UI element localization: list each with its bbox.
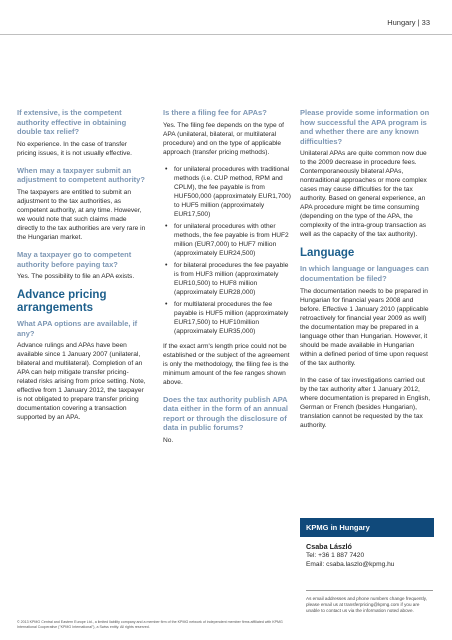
answer-before-paying-tax: Yes. The possibility to file an APA exists.: [17, 273, 135, 281]
list-item: • for multilateral procedures the fee payable is HUF5 million (approximately EUR17,500) to HUF10million (approximately EUR35,000): [174, 300, 293, 336]
list-item: • for bilateral procedures the fee payable is from HUF3 million (approximately EUR10,500) to HUF8 million (approximately EUR28,000): [174, 261, 293, 297]
column-3: [300, 108, 432, 438]
header-divider: [0, 34, 452, 35]
answer-apa-options: Advance rulings and APAs have been available since 1 January 2007 (unilateral, bilateral and multilateral). Completion of an APA can help mitigate transfer pricing-related risks arising from price setting. Note, effective from 1 January 2012, the taxpayer is not obligated to prepare transfer pricing documentation covering a transaction supported by an APA.: [17, 342, 146, 422]
contact-note: As email addresses and phone numbers change frequently, please email us at transferpricing@kpmg.com if you are unable to contact us via the information noted above.: [306, 596, 427, 613]
answer-publish-apa-data: No.: [163, 436, 174, 444]
question-before-paying-tax: May a taxpayer go to competent authority before paying tax?: [17, 249, 132, 269]
answer-documentation-language: The documentation needs to be prepared in Hungarian for financial years 2008 and before. Effective 1 January 2010 (applicable retroactively for financial year 2009 as well) the documentation may be prepared in a language other than Hungarian. However, it should be made available in Hungarian within a defined period of time upon request of the tax authority.: [300, 287, 429, 367]
answer-apa-program-success: Unilateral APAs are quite common now due to the 2009 decrease in procedure fees. Contemporaneously bilateral APAs, nontraditional approaches or more complex cases may cause difficulties for the tax authority. Based on general experience, an APA procedure might be time consuming (depending on the type of the APA, the complexity of the intra-group transaction as well as the capacity of the tax authority).: [300, 150, 427, 239]
column-1: [17, 108, 147, 430]
contact-email: Email: csaba.laszlo@kpmg.hu: [306, 561, 395, 568]
question-documentation-language: In which language or languages can documentation be filed?: [300, 264, 429, 283]
contact-phone: Tel: +36 1 887 7420: [306, 552, 365, 559]
list-item: • for unilateral procedures with traditional methods (i.e. CUP method, RPM and CPLM), the fee payable is from HUF500,000 (approximately EUR1,700) to HUF5 million (approximately EUR17,500): [174, 165, 293, 219]
question-filing-fee: Is there a filing fee for APAs?: [163, 108, 267, 117]
contact-title-bar: KPMG in Hungary: [300, 518, 434, 537]
question-apa-options: What APA options are available, if any?: [17, 319, 138, 338]
section-heading-language: Language: [300, 247, 355, 260]
fee-list: [163, 165, 293, 336]
contact-box: [300, 518, 434, 614]
footer-copyright: © 2013 KPMG Central and Eastern Europe Ltd., a limited liability company and a member firm of the KPMG network of independent member firms affiliated with KPMG International Cooperative ("KPMG International"), a Swiss entity. All rights reserved.: [17, 620, 283, 629]
list-item: • for unilateral procedures with other methods, the fee payable is from HUF2 million (EUR7,000) to HUF7 million (approximately EUR24,500): [174, 222, 293, 258]
answer-submit-adjustment: The taxpayers are entitled to submit an adjustment to the tax authorities, as competent authority, at any time. However, we would note that such claims made directly to the tax authorities are very rare in the Hungarian market.: [17, 188, 146, 241]
contact-name: Csaba László: [306, 542, 352, 551]
contact-details: [300, 537, 434, 574]
question-submit-adjustment: When may a taxpayer submit an adjustment to competent authority?: [17, 165, 145, 185]
answer-competent-authority-effective: No experience. In the case of transfer pricing issues, it is not usually effective.: [17, 140, 132, 157]
question-competent-authority-effective: If extensive, is the competent authority effective in obtaining double tax relief?: [17, 108, 127, 137]
paragraph-tax-investigations: In the case of tax investigations carried out by the tax authority after 1 January 2012, where documentation is prepared in English, German or French (besides Hungarian), translation cannot be requested by the tax authority.: [300, 376, 431, 429]
paragraph-minimum-fee: If the exact arm's length price could not be established or the subject of the agreement is only the methodology, the filing fee is the minimum amount of the fee ranges shown above.: [163, 342, 290, 386]
question-publish-apa-data: Does the tax authority publish APA data either in the form of an annual report or through the disclosure of data in public forums?: [163, 394, 289, 433]
section-heading-advance-pricing: Advance pricing arrangements: [17, 289, 107, 315]
column-2: [163, 108, 293, 453]
answer-filing-fee: Yes. The filing fee depends on the type of APA (unilateral, bilateral, or multilateral procedure) and on the type of applicable approach (transfer pricing methods).: [163, 121, 284, 156]
page-header: Hungary | 33: [387, 18, 430, 27]
question-apa-program-success: Please provide some information on how successful the APA program is and whether there are any known difficulties?: [300, 108, 430, 146]
contact-divider: [306, 590, 433, 591]
